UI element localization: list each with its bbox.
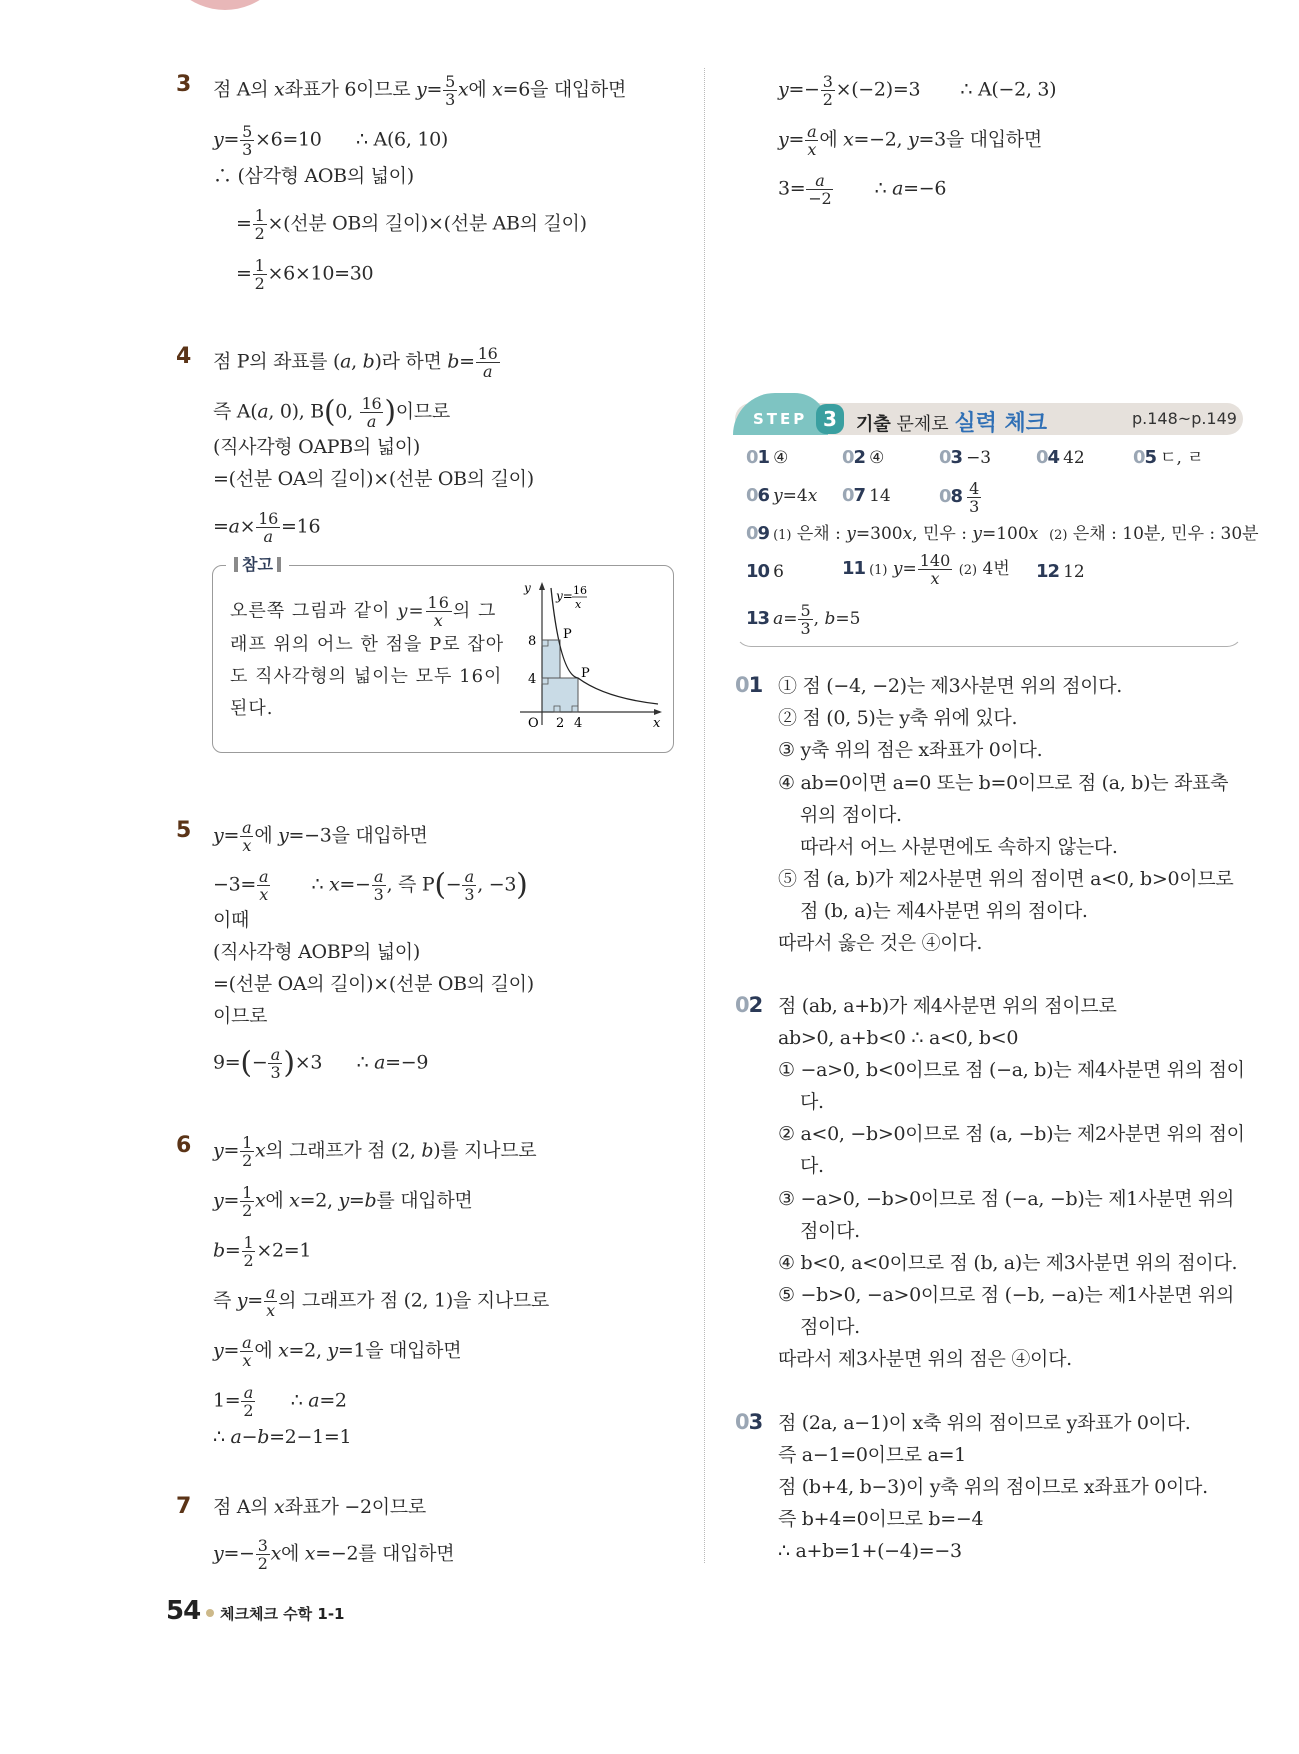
solution-line: ④ b<0, a<0이므로 점 (b, a)는 제3사분면 위의 점이다. bbox=[778, 1252, 1238, 1274]
reference-text: 된다. bbox=[230, 698, 274, 719]
decorative-header-circle bbox=[160, 0, 290, 10]
svg-text:O: O bbox=[528, 716, 539, 730]
solution-line: 3= $\frac{a}{-2}$ ∴ a=−6 bbox=[778, 171, 947, 208]
solution-number: 02 bbox=[735, 993, 763, 1017]
answer-item: 04 42 bbox=[1036, 447, 1085, 468]
problem-number: 7 bbox=[176, 1494, 192, 1519]
problem-number: 3 bbox=[176, 72, 192, 97]
solution-line: 즉 A(a, 0), B(0, $\frac{16}{a}$ )이므로 bbox=[213, 394, 450, 431]
answer-item: 06 y=4x bbox=[746, 485, 818, 506]
answer-item: 09 (1) 은채 : y=300x, 민우 : y=100x (2) 은채 : 10분, 민우 : 30분 bbox=[746, 523, 1259, 544]
reference-text: 도 직사각형의 넓이는 모두 16이 bbox=[230, 666, 503, 687]
answer-item: 08 $\frac{4}{3}$ bbox=[939, 479, 980, 516]
solution-line: ④ ab=0이면 a=0 또는 b=0이므로 점 (a, b)는 좌표축 bbox=[778, 772, 1229, 794]
solution-line: 즉 a−1=0이므로 a=1 bbox=[778, 1444, 966, 1466]
solution-line: ② a<0, −b>0이므로 점 (a, −b)는 제2사분면 위의 점이 bbox=[778, 1123, 1245, 1145]
problem-number: 4 bbox=[176, 344, 192, 369]
y-axis-label: y bbox=[524, 581, 531, 595]
answer-item: 11 (1) y= $\frac{140}{x}$ (2) 4번 bbox=[842, 551, 1010, 588]
solution-line: 따라서 옳은 것은 ④이다. bbox=[778, 932, 983, 954]
solution-line: (직사각형 AOBP의 넓이) bbox=[213, 941, 420, 963]
svg-text:P: P bbox=[563, 627, 572, 642]
page-range: p.148~p.149 bbox=[1132, 409, 1237, 428]
solution-line: 점 P의 좌표를 (a, b)라 하면 b= $\frac{16}{a}$ bbox=[213, 344, 498, 381]
problem-number: 5 bbox=[176, 818, 192, 843]
solution-line: ① 점 (−4, −2)는 제3사분면 위의 점이다. bbox=[778, 675, 1123, 697]
solution-line: y=− $\frac{3}{2}$ x에 x=−2를 대입하면 bbox=[213, 1536, 455, 1573]
solution-line: = $\frac{1}{2}$ ×6×10=30 bbox=[236, 256, 374, 293]
svg-text:8: 8 bbox=[528, 634, 537, 649]
svg-text:4: 4 bbox=[528, 672, 537, 687]
solution-line: =a× $\frac{16}{a}$ =16 bbox=[213, 509, 321, 546]
hyperbola-graph bbox=[510, 580, 665, 730]
solution-line: y= $\frac{1}{2}$ x의 그래프가 점 (2, b)를 지나므로 bbox=[213, 1133, 537, 1170]
problem-number: 6 bbox=[176, 1133, 192, 1158]
footer-bullet bbox=[206, 1609, 214, 1617]
solution-line: 이므로 bbox=[213, 1005, 268, 1027]
solution-line: 즉 b+4=0이므로 b=−4 bbox=[778, 1508, 984, 1530]
solution-line: 9=(− $\frac{a}{3}$ )×3 ∴ a=−9 bbox=[213, 1045, 429, 1082]
solution-line: ab>0, a+b<0 ∴ a<0, b<0 bbox=[778, 1027, 1019, 1049]
column-divider bbox=[704, 68, 705, 1563]
solution-line: ② 점 (0, 5)는 y축 위에 있다. bbox=[778, 707, 1018, 729]
reference-text: 래프 위의 어느 한 점을 P로 잡아 bbox=[230, 634, 505, 655]
step-number-badge: 3 bbox=[816, 404, 844, 434]
solution-line: 다. bbox=[800, 1155, 824, 1177]
answer-item: 05 ㄷ, ㄹ bbox=[1133, 447, 1204, 468]
solution-line: 점 A의 x좌표가 −2이므로 bbox=[213, 1496, 426, 1518]
svg-text:4: 4 bbox=[574, 716, 583, 730]
svg-text:16: 16 bbox=[573, 584, 587, 597]
solution-line: 점이다. bbox=[800, 1316, 860, 1338]
solution-line: 점 (ab, a+b)가 제4사분면 위의 점이므로 bbox=[778, 995, 1117, 1017]
svg-text:P: P bbox=[581, 666, 590, 681]
solution-line: ⑤ 점 (a, b)가 제2사분면 위의 점이면 a<0, b>0이므로 bbox=[778, 868, 1234, 890]
solution-line: ③ y축 위의 점은 x좌표가 0이다. bbox=[778, 739, 1043, 761]
solution-line: =(선분 OA의 길이)×(선분 OB의 길이) bbox=[213, 973, 534, 995]
svg-text:2: 2 bbox=[556, 716, 565, 730]
solution-line: ③ −a>0, −b>0이므로 점 (−a, −b)는 제1사분면 위의 bbox=[778, 1188, 1235, 1210]
solution-line: y= $\frac{1}{2}$ x에 x=2, y=b를 대입하면 bbox=[213, 1183, 473, 1220]
solution-line: ① −a>0, b<0이므로 점 (−a, b)는 제4사분면 위의 점이 bbox=[778, 1059, 1245, 1081]
answer-item: 03 −3 bbox=[939, 447, 992, 468]
solution-line: ⑤ −b>0, −a>0이므로 점 (−b, −a)는 제1사분면 위의 bbox=[778, 1284, 1235, 1306]
svg-text:x: x bbox=[575, 598, 582, 611]
solution-line: y= $\frac{a}{x}$ 에 x=2, y=1을 대입하면 bbox=[213, 1333, 462, 1370]
solution-line: 점 (2a, a−1)이 x축 위의 점이므로 y좌표가 0이다. bbox=[778, 1412, 1191, 1434]
solution-line: 점이다. bbox=[800, 1220, 860, 1242]
solution-line: y= $\frac{a}{x}$ 에 y=−3을 대입하면 bbox=[213, 818, 428, 855]
solution-line: 따라서 어느 사분면에도 속하지 않는다. bbox=[800, 836, 1118, 858]
solution-line: ∴ a−b=2−1=1 bbox=[213, 1426, 352, 1448]
solution-line: =(선분 OA의 길이)×(선분 OB의 길이) bbox=[213, 468, 534, 490]
solution-line: = $\frac{1}{2}$ ×(선분 OB의 길이)×(선분 AB의 길이) bbox=[236, 206, 587, 243]
solution-line: 점 A의 x좌표가 6이므로 y= $\frac{5}{3}$ x에 x=6을 대입하면 bbox=[213, 72, 627, 109]
solution-line: y= $\frac{a}{x}$ 에 x=−2, y=3을 대입하면 bbox=[778, 122, 1042, 159]
step-label: STEP bbox=[753, 410, 808, 428]
page-number: 54 bbox=[166, 1596, 201, 1626]
solution-line: b= $\frac{1}{2}$ ×2=1 bbox=[213, 1233, 312, 1270]
solution-line: (직사각형 OAPB의 넓이) bbox=[213, 436, 420, 458]
solution-line: 따라서 제3사분면 위의 점은 ④이다. bbox=[778, 1348, 1072, 1370]
answer-item: 13 a= $\frac{5}{3}$ , b=5 bbox=[746, 601, 861, 638]
answer-item: 12 12 bbox=[1036, 561, 1085, 582]
svg-text:y=: y= bbox=[556, 589, 573, 603]
solution-line: ∴ a+b=1+(−4)=−3 bbox=[778, 1540, 962, 1562]
reference-text: 오른쪽 그림과 같이 y= $\frac{16}{x}$ 의 그 bbox=[230, 593, 497, 630]
solution-line: y= $\frac{5}{3}$ ×6=10 ∴ A(6, 10) bbox=[213, 122, 449, 159]
solution-line: 점 (b+4, b−3)이 y축 위의 점이므로 x좌표가 0이다. bbox=[778, 1476, 1208, 1498]
answer-item: 01 ④ bbox=[746, 447, 789, 468]
solution-line: 다. bbox=[800, 1091, 824, 1113]
solution-line: 위의 점이다. bbox=[800, 804, 902, 826]
step-title: 기출 문제로 실력 체크 bbox=[856, 411, 1048, 436]
solution-line: 이때 bbox=[213, 909, 250, 931]
book-title: 체크체크 수학 1-1 bbox=[220, 1605, 345, 1623]
solution-number: 01 bbox=[735, 673, 763, 697]
svg-text:x: x bbox=[653, 716, 661, 730]
solution-line: 점 (b, a)는 제4사분면 위의 점이다. bbox=[800, 900, 1088, 922]
solution-line: 즉 y= $\frac{a}{x}$ 의 그래프가 점 (2, 1)을 지나므로 bbox=[213, 1283, 549, 1320]
answer-item: 10 6 bbox=[746, 561, 784, 582]
answer-item: 02 ④ bbox=[842, 447, 885, 468]
answer-item: 07 14 bbox=[842, 485, 891, 506]
reference-title: 참고 bbox=[226, 552, 289, 575]
solution-line: −3= $\frac{a}{x}$ ∴ x=− $\frac{a}{3}$ , 즉 P(− $\frac{a}{3}$ , −3) bbox=[213, 867, 528, 904]
solution-line: y=− $\frac{3}{2}$ ×(−2)=3 ∴ A(−2, 3) bbox=[778, 72, 1057, 109]
solution-line: ∴ (삼각형 AOB의 넓이) bbox=[213, 165, 414, 187]
solution-number: 03 bbox=[735, 1410, 763, 1434]
solution-line: 1= $\frac{a}{2}$ ∴ a=2 bbox=[213, 1383, 347, 1420]
